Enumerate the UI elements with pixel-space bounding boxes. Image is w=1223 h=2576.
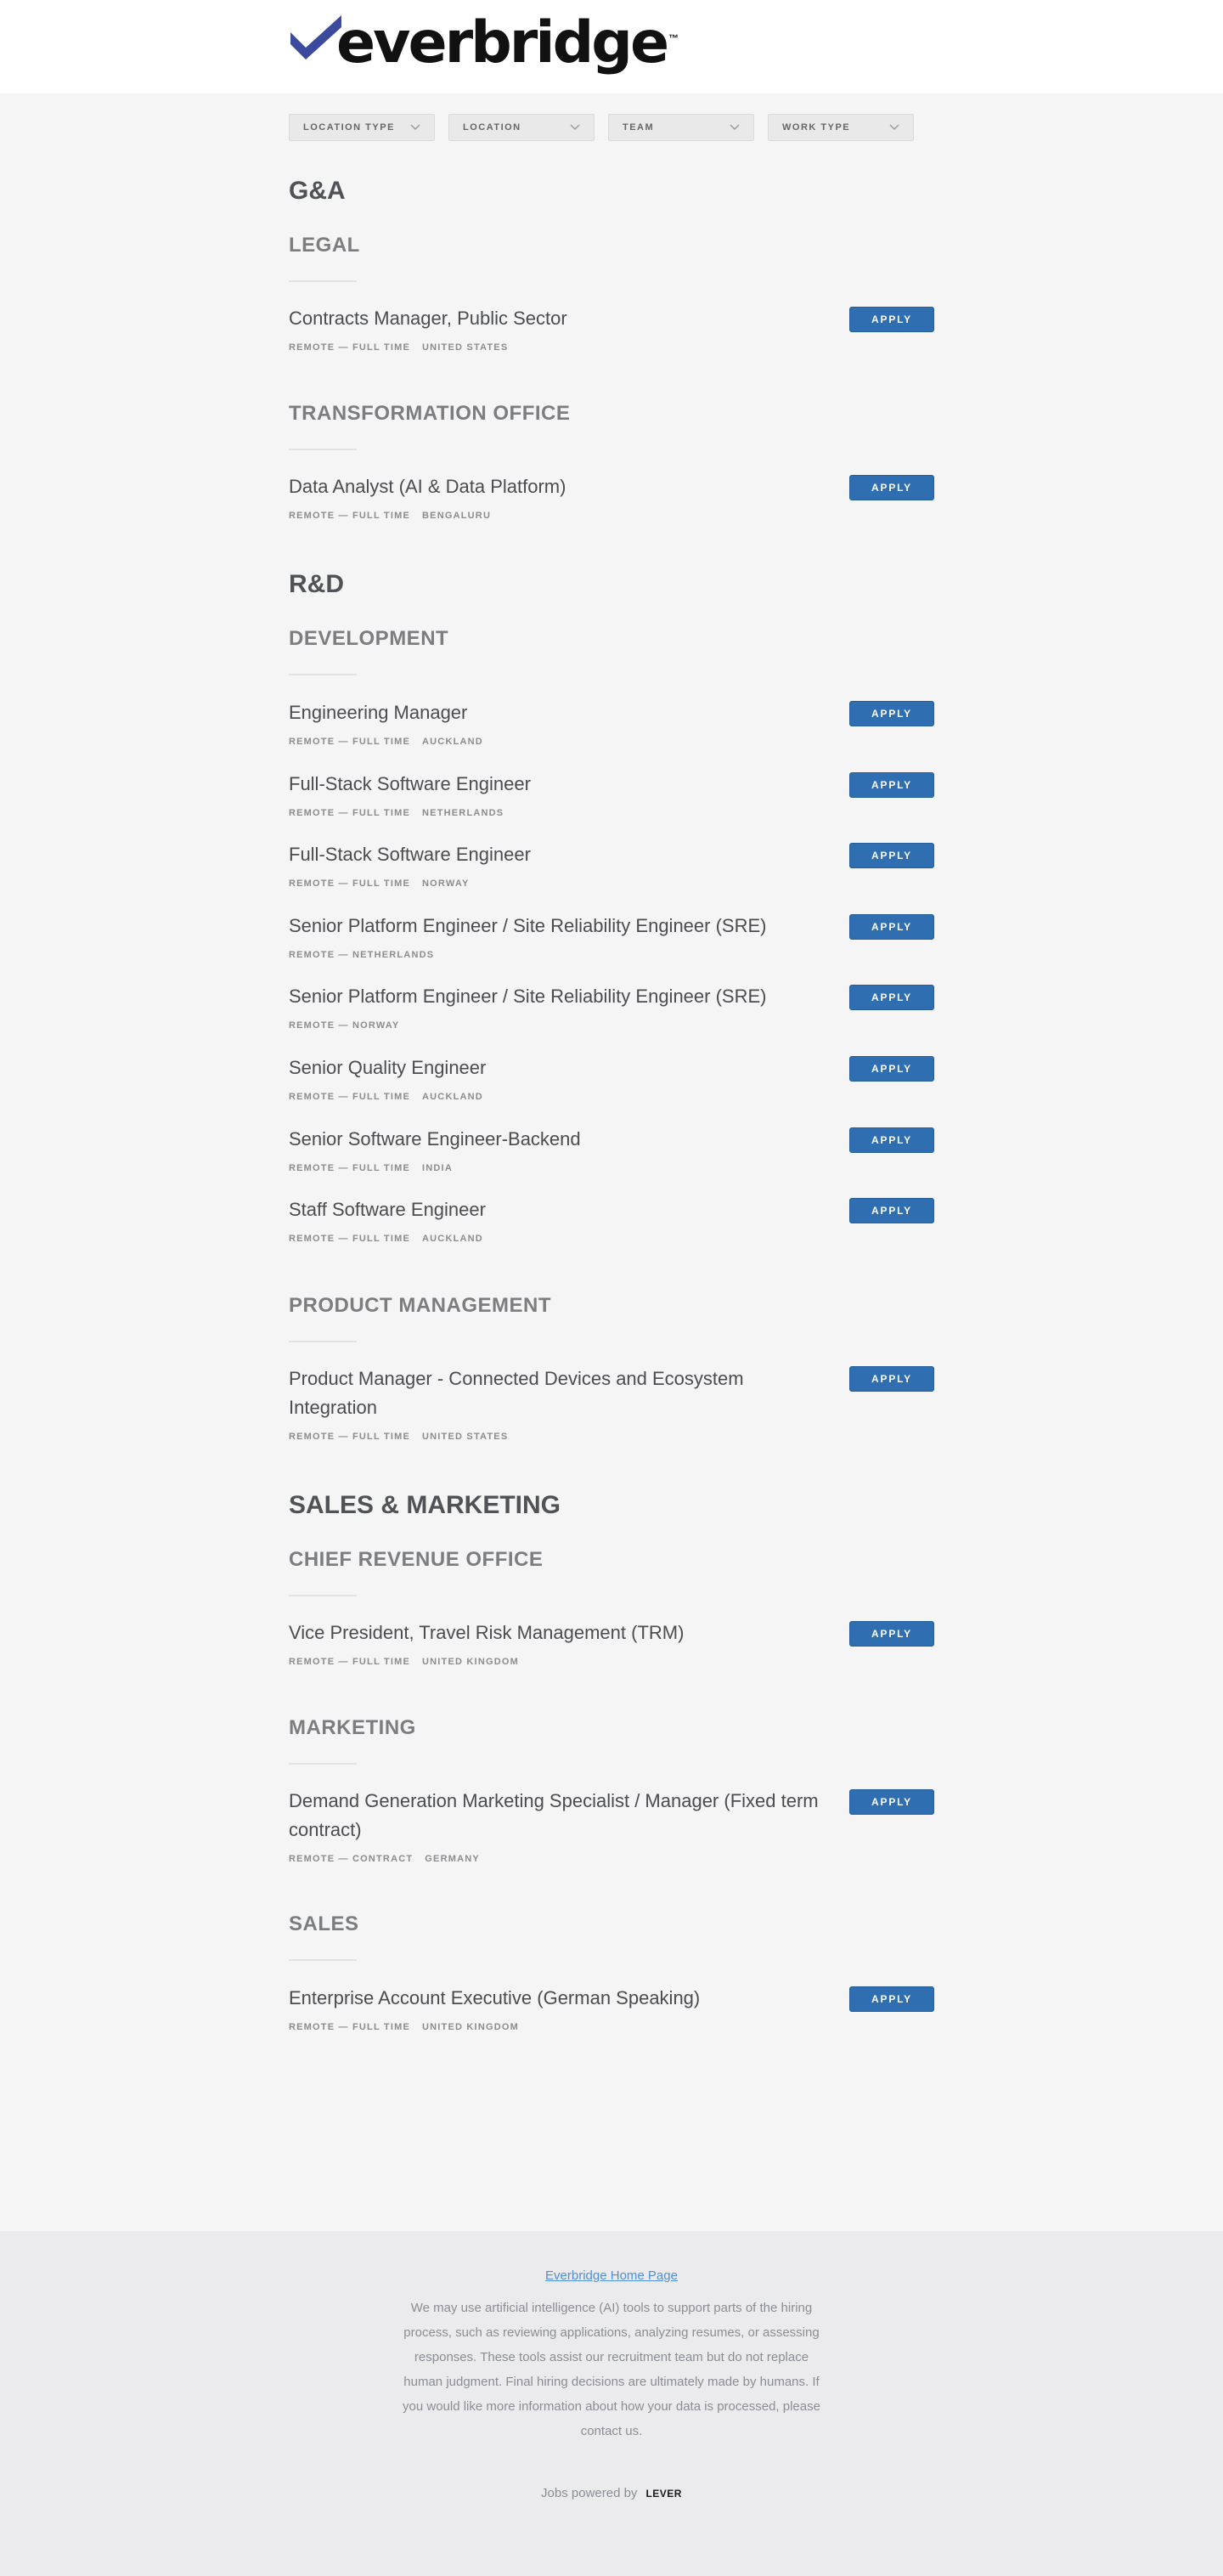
filter-work-type[interactable] bbox=[768, 114, 914, 141]
job-commitment: REMOTE — FULL TIME bbox=[289, 1432, 411, 1442]
apply-button[interactable]: APPLY bbox=[849, 1366, 934, 1392]
apply-button[interactable]: APPLY bbox=[849, 914, 934, 940]
everbridge-logo[interactable] bbox=[289, 9, 679, 76]
team-heading: DEVELOPMENT bbox=[289, 627, 449, 650]
team-heading: CHIEF REVENUE OFFICE bbox=[289, 1548, 544, 1571]
job-commitment: REMOTE — FULL TIME bbox=[289, 1234, 411, 1244]
team-heading: LEGAL bbox=[289, 234, 360, 257]
apply-button[interactable]: APPLY bbox=[849, 1986, 934, 2012]
job-commitment: REMOTE — FULL TIME bbox=[289, 878, 411, 889]
apply-button[interactable]: APPLY bbox=[849, 1127, 934, 1153]
filter-label: LOCATION TYPE bbox=[303, 122, 395, 133]
job-title-link[interactable]: Senior Quality Engineer bbox=[289, 1057, 487, 1078]
trademark-symbol: ™ bbox=[668, 32, 679, 44]
divider bbox=[289, 674, 357, 675]
job-title-link[interactable]: Full-Stack Software Engineer bbox=[289, 773, 531, 794]
job-meta bbox=[289, 1854, 480, 1864]
apply-button[interactable]: APPLY bbox=[849, 475, 934, 500]
job-meta bbox=[289, 878, 470, 889]
chevron-down-icon bbox=[570, 124, 580, 131]
divider bbox=[289, 1959, 357, 1961]
chevron-down-icon bbox=[410, 124, 420, 131]
job-commitment: REMOTE — FULL TIME bbox=[289, 1163, 411, 1173]
job-title-link[interactable]: Senior Platform Engineer / Site Reliability Engineer (SRE) bbox=[289, 915, 767, 936]
divider bbox=[289, 1341, 357, 1342]
job-location: GERMANY bbox=[425, 1854, 480, 1864]
job-meta bbox=[289, 1432, 508, 1442]
category-heading: G&A bbox=[289, 177, 346, 205]
job-location: NORWAY bbox=[422, 878, 470, 889]
job-commitment: REMOTE — NORWAY bbox=[289, 1020, 400, 1031]
job-location: AUCKLAND bbox=[422, 737, 483, 747]
job-meta bbox=[289, 1234, 483, 1244]
chevron-down-icon bbox=[889, 124, 899, 131]
team-heading: MARKETING bbox=[289, 1716, 416, 1739]
category-heading: SALES & MARKETING bbox=[289, 1491, 561, 1519]
job-title-link[interactable]: Data Analyst (AI & Data Platform) bbox=[289, 476, 566, 497]
job-title-link[interactable]: Senior Software Engineer-Backend bbox=[289, 1128, 581, 1150]
job-commitment: REMOTE — FULL TIME bbox=[289, 1657, 411, 1667]
job-location: NETHERLANDS bbox=[422, 808, 504, 818]
logo-wordmark: everbridge bbox=[336, 9, 668, 76]
filter-label: WORK TYPE bbox=[782, 122, 851, 133]
job-meta bbox=[289, 808, 504, 818]
job-commitment: REMOTE — FULL TIME bbox=[289, 511, 411, 521]
job-title-link[interactable]: Senior Platform Engineer / Site Reliability Engineer (SRE) bbox=[289, 986, 767, 1007]
job-title-link[interactable]: Engineering Manager bbox=[289, 702, 468, 723]
job-title-link[interactable]: Product Manager - Connected Devices and Ecosystem Integration bbox=[289, 1368, 744, 1418]
job-title-link[interactable]: Enterprise Account Executive (German Speaking) bbox=[289, 1987, 701, 2008]
job-location: AUCKLAND bbox=[422, 1234, 483, 1244]
job-commitment: REMOTE — FULL TIME bbox=[289, 808, 411, 818]
job-commitment: REMOTE — FULL TIME bbox=[289, 2022, 411, 2032]
ai-disclaimer: We may use artificial intelligence (AI) tools to support parts of the hiring process, such as reviewing applications, analyzing resumes, or assessing responses. These tools assist our recruitment team but do not replace human judgment. Final hiring decisions are ultimately made by humans. If you would like more information about how your data is processed, please contact us. bbox=[403, 2301, 820, 2438]
job-location: UNITED STATES bbox=[422, 1432, 509, 1442]
job-meta bbox=[289, 1092, 483, 1102]
filter-label: LOCATION bbox=[463, 122, 521, 133]
job-commitment: REMOTE — FULL TIME bbox=[289, 342, 411, 353]
apply-button[interactable]: APPLY bbox=[849, 985, 934, 1010]
filter-label: TEAM bbox=[623, 122, 655, 133]
apply-button[interactable]: APPLY bbox=[849, 1198, 934, 1223]
category-heading: R&D bbox=[289, 570, 344, 598]
job-title-link[interactable]: Staff Software Engineer bbox=[289, 1199, 486, 1220]
job-commitment: REMOTE — FULL TIME bbox=[289, 737, 411, 747]
team-heading: PRODUCT MANAGEMENT bbox=[289, 1294, 551, 1317]
job-commitment: REMOTE — NETHERLANDS bbox=[289, 950, 435, 960]
home-page-link[interactable]: Everbridge Home Page bbox=[545, 2268, 678, 2283]
filter-location-type[interactable] bbox=[289, 114, 435, 141]
checkmark-logo-icon bbox=[289, 14, 343, 66]
apply-button[interactable]: APPLY bbox=[849, 1056, 934, 1082]
filter-location[interactable] bbox=[448, 114, 595, 141]
divider bbox=[289, 1595, 357, 1596]
powered-by bbox=[0, 2486, 1223, 2500]
job-title-link[interactable]: Demand Generation Marketing Specialist / Manager (Fixed term contract) bbox=[289, 1790, 819, 1840]
lever-logo-link[interactable]: LEVER bbox=[645, 2488, 682, 2500]
team-heading: SALES bbox=[289, 1912, 359, 1935]
job-location: UNITED STATES bbox=[422, 342, 509, 353]
job-meta bbox=[289, 342, 508, 353]
job-title-link[interactable]: Full-Stack Software Engineer bbox=[289, 844, 531, 865]
job-meta bbox=[289, 1163, 453, 1173]
job-title-link[interactable]: Contracts Manager, Public Sector bbox=[289, 308, 567, 329]
job-meta bbox=[289, 737, 483, 747]
team-heading: TRANSFORMATION OFFICE bbox=[289, 402, 571, 425]
divider bbox=[289, 449, 357, 450]
chevron-down-icon bbox=[730, 124, 740, 131]
job-meta bbox=[289, 1020, 411, 1031]
filter-bar bbox=[289, 114, 914, 141]
job-title-link[interactable]: Vice President, Travel Risk Management (TRM) bbox=[289, 1622, 685, 1643]
apply-button[interactable]: APPLY bbox=[849, 772, 934, 798]
apply-button[interactable]: APPLY bbox=[849, 701, 934, 726]
divider bbox=[289, 1763, 357, 1765]
job-meta bbox=[289, 950, 446, 960]
filter-team[interactable] bbox=[608, 114, 754, 141]
apply-button[interactable]: APPLY bbox=[849, 1621, 934, 1647]
job-commitment: REMOTE — CONTRACT bbox=[289, 1854, 414, 1864]
job-meta bbox=[289, 511, 491, 521]
apply-button[interactable]: APPLY bbox=[849, 1789, 934, 1815]
site-header bbox=[0, 0, 1223, 93]
site-footer bbox=[0, 2231, 1223, 2576]
job-location: UNITED KINGDOM bbox=[422, 1657, 519, 1667]
job-location: INDIA bbox=[422, 1163, 453, 1173]
job-commitment: REMOTE — FULL TIME bbox=[289, 1092, 411, 1102]
job-meta bbox=[289, 2022, 519, 2032]
job-location: AUCKLAND bbox=[422, 1092, 483, 1102]
job-meta bbox=[289, 1657, 519, 1667]
divider bbox=[289, 280, 357, 282]
apply-button[interactable]: APPLY bbox=[849, 307, 934, 332]
powered-by-text: Jobs powered by bbox=[541, 2486, 638, 2500]
apply-button[interactable]: APPLY bbox=[849, 843, 934, 868]
job-location: UNITED KINGDOM bbox=[422, 2022, 519, 2032]
job-location: BENGALURU bbox=[422, 511, 492, 521]
